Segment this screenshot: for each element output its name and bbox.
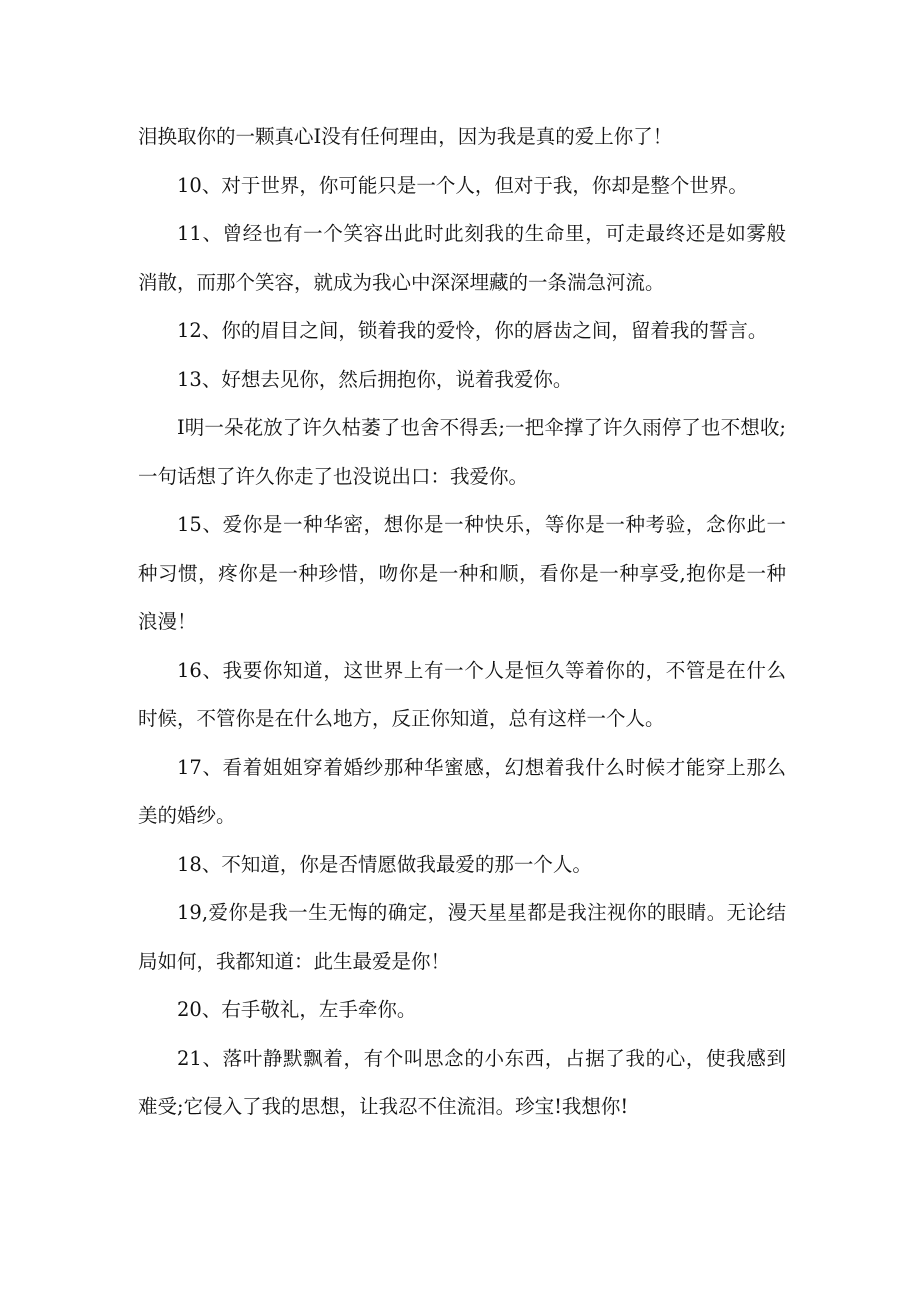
paragraph-13: 13、好想去见你，然后拥抱你，说着我爱你。 (177, 367, 573, 391)
paragraph-21: 21、落叶静默飘着，有个叫思念的小东西，占据了我的心，使我感到难受;它侵入了我的思想，让我忍不住流泪。珍宝!我想你! (138, 1046, 786, 1118)
paragraph-16: 16、我要你知道，这世界上有一个人是恒久等着你的，不管是在什么时候，不管你是在什么地方，反正你知道，总有这样一个人。 (138, 658, 786, 730)
paragraph-14: Ⅰ明一朵花放了许久枯萎了也舍不得丢;一把伞撑了许久雨停了也不想收;一句话想了许久你走了也没说出口：我爱你。 (138, 416, 786, 488)
paragraph-10: 10、对于世界，你可能只是一个人，但对于我，你却是整个世界。 (177, 173, 748, 197)
paragraph-12: 12、你的眉目之间，锁着我的爱怜，你的唇齿之间，留着我的誓言。 (177, 319, 768, 342)
paragraph-20: 20、右手敬礼，左手牵你。 (177, 998, 417, 1021)
document-body (138, 113, 786, 1132)
paragraph-18: 18、不知道，你是否情愿做我最爱的那一个人。 (177, 852, 592, 876)
paragraph-15: 15、爱你是一种华密，想你是一种快乐，等你是一种考验，念你此一种习惯，疼你是一种珍惜，吻你是一种和顺，看你是一种享受,抱你是一种浪漫！ (138, 513, 786, 633)
paragraph-11: 11、曾经也有一个笑容出此时此刻我的生命里，可走最终还是如雾般消散，而那个笑容，就成为我心中深深埋藏的一条湍急河流。 (138, 222, 786, 294)
paragraph-19: 19,爱你是我一生无悔的确定，漫天星星都是我注视你的眼睛。无论结局如何，我都知道：此生最爱是你！ (138, 901, 786, 973)
paragraph-continuation: 泪换取你的一颗真心Ⅰ没有任何理由，因为我是真的爱上你了！ (138, 125, 673, 148)
paragraph-17: 17、看着姐姐穿着婚纱那种华蜜感，幻想着我什么时候才能穿上那么美的婚纱。 (138, 755, 786, 827)
